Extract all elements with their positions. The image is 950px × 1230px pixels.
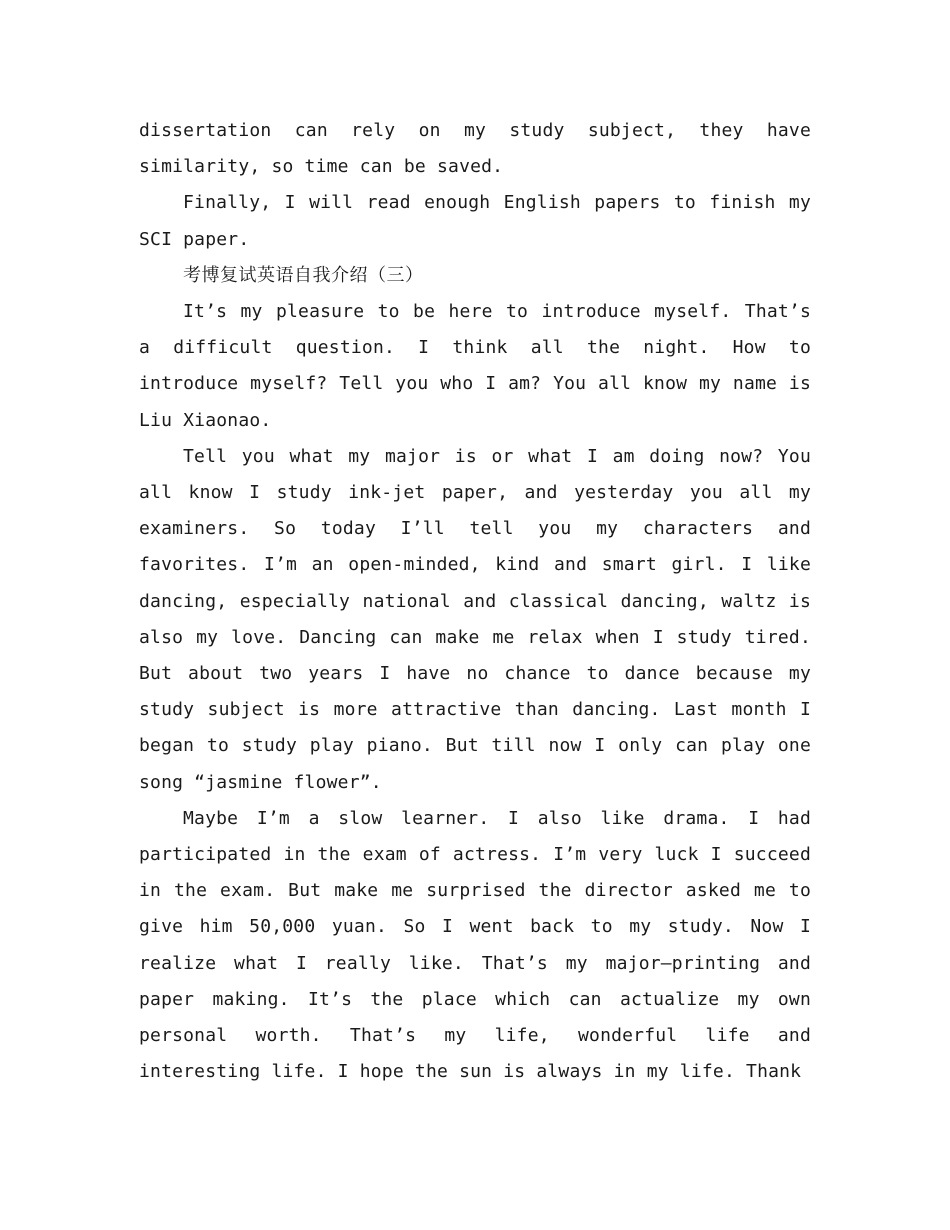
paragraph-continuation: dissertation can rely on my study subject, they have similarity, so time can be saved.: [139, 120, 811, 178]
paragraph-major-and-hobbies: Tell you what my major is or what I am doing now? You all know I study ink-jet paper, and yesterday you all my examiners. So today I’ll tell you my characters and favorites. I’m an open-minded, kind and smart girl. I like dancing, especially national and classical dancing, waltz is also my love. Dancing can make me relax when I study tired. But about two years I have no chance to dance because my study subject is more attractive than dancing. Last month I began to study play piano. But till now I only can play one song “jasmine flower”.: [139, 445, 811, 793]
section-heading: 考博复试英语自我介绍（三）: [183, 264, 424, 286]
paragraph-drama-and-life: Maybe I’m a slow learner. I also like drama. I had participated in the exam of actress. I’m very luck I succeed in the exam. But make me surprised the director asked me to give him 50,000 yuan. So I went back to my study. Now I realize what I really like. That’s my major—printing and paper making. It’s the place which can actualize my own personal worth. That’s my life, wonderful life and interesting life. I hope the sun is always in my life. Thank: [139, 807, 811, 1083]
paragraph-finally: Finally, I will read enough English papers to finish my SCI paper.: [139, 192, 811, 250]
paragraph-introduction: It’s my pleasure to be here to introduce myself. That’s a difficult question. I think all the night. How to introduce myself? Tell you who I am? You all know my name is Liu Xiaonao.: [139, 301, 811, 431]
document-body: [139, 113, 811, 1090]
